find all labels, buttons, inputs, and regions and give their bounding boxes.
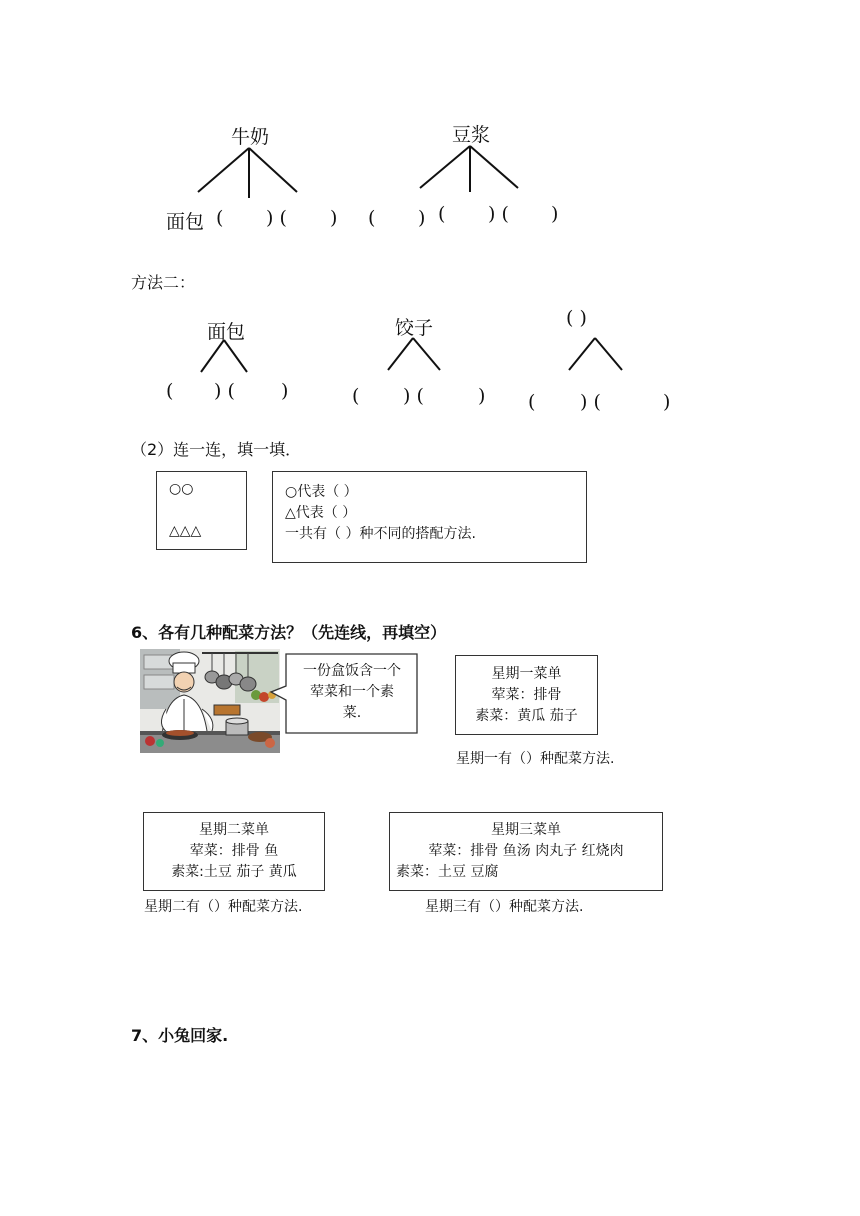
wednesday-answer: 星期三有（）种配菜方法. (425, 899, 584, 915)
menu-meat: 荤菜：排骨 (491, 687, 562, 703)
triangle-symbols: △△△ (169, 523, 202, 539)
tree-row-label-bread: 面包 (166, 211, 205, 233)
q7-title: 7、小兔回家. (131, 1026, 229, 1045)
menu-title: 星期二菜单 (199, 822, 269, 838)
q6-title: 6、各有几种配菜方法？（先连线，再填空） (131, 623, 447, 642)
blank-paren: ( (166, 380, 174, 402)
blank-paren: ) (281, 380, 289, 402)
blank-paren: ( (528, 391, 536, 413)
tree-root-bread: 面包 (207, 321, 246, 343)
method2-title: 方法二： (131, 273, 196, 292)
blank-paren: ) ( (214, 380, 235, 402)
circle-symbols: ○○ (169, 481, 194, 497)
monday-answer: 星期一有（）种配菜方法. (456, 751, 615, 767)
blank-paren: ) (478, 385, 486, 407)
legend-box (272, 471, 587, 563)
tree-root-milk: 牛奶 (231, 126, 270, 148)
menu-veg: 素菜：土豆 豆腐 (396, 864, 499, 880)
tuesday-menu (143, 812, 325, 891)
bubble-line: 荤菜和一个素 (310, 684, 394, 700)
tree-root-dumpling: 饺子 (395, 317, 434, 339)
blank-paren: ) (663, 391, 671, 413)
blank-paren: ) (418, 207, 426, 229)
bubble-line: 菜. (342, 705, 362, 721)
blank-paren: ) ( (266, 207, 287, 229)
speech-bubble (288, 661, 416, 724)
menu-title: 星期三菜单 (491, 822, 561, 838)
wednesday-menu (389, 812, 663, 891)
blank-paren: ( (438, 203, 446, 225)
menu-meat: 荤菜：排骨 鱼汤 肉丸子 红烧肉 (428, 843, 624, 859)
menu-veg: 素菜:土豆 茄子 黄瓜 (171, 864, 297, 880)
menu-meat: 荤菜：排骨 鱼 (189, 843, 279, 859)
blank-paren: ( (216, 207, 224, 229)
blank-paren: ) (551, 203, 559, 225)
legend-line-triangle: △代表（ ） (285, 505, 357, 521)
tree-root-blank: ( ) (566, 307, 587, 329)
blank-paren: ) ( (403, 385, 424, 407)
legend-line-total: 一共有（ ）种不同的搭配方法. (285, 526, 476, 542)
blank-paren: ( (352, 385, 360, 407)
blank-paren: ) ( (488, 203, 509, 225)
monday-menu (455, 655, 598, 735)
blank-paren: ( (368, 207, 376, 229)
menu-title: 星期一菜单 (491, 666, 562, 682)
tuesday-answer: 星期二有（）种配菜方法. (144, 899, 303, 915)
symbols-box (156, 471, 247, 550)
tree-root-soymilk: 豆浆 (452, 124, 491, 146)
blank-paren: ) (330, 207, 338, 229)
menu-veg: 素菜：黄瓜 茄子 (475, 708, 578, 724)
bubble-line: 一份盒饭含一个 (303, 663, 401, 679)
part2-title: （2）连一连，填一填． (131, 440, 302, 459)
chef-illustration-icon (140, 649, 280, 753)
legend-line-circle: ○代表（ ） (285, 484, 358, 500)
blank-paren: ) ( (580, 391, 601, 413)
